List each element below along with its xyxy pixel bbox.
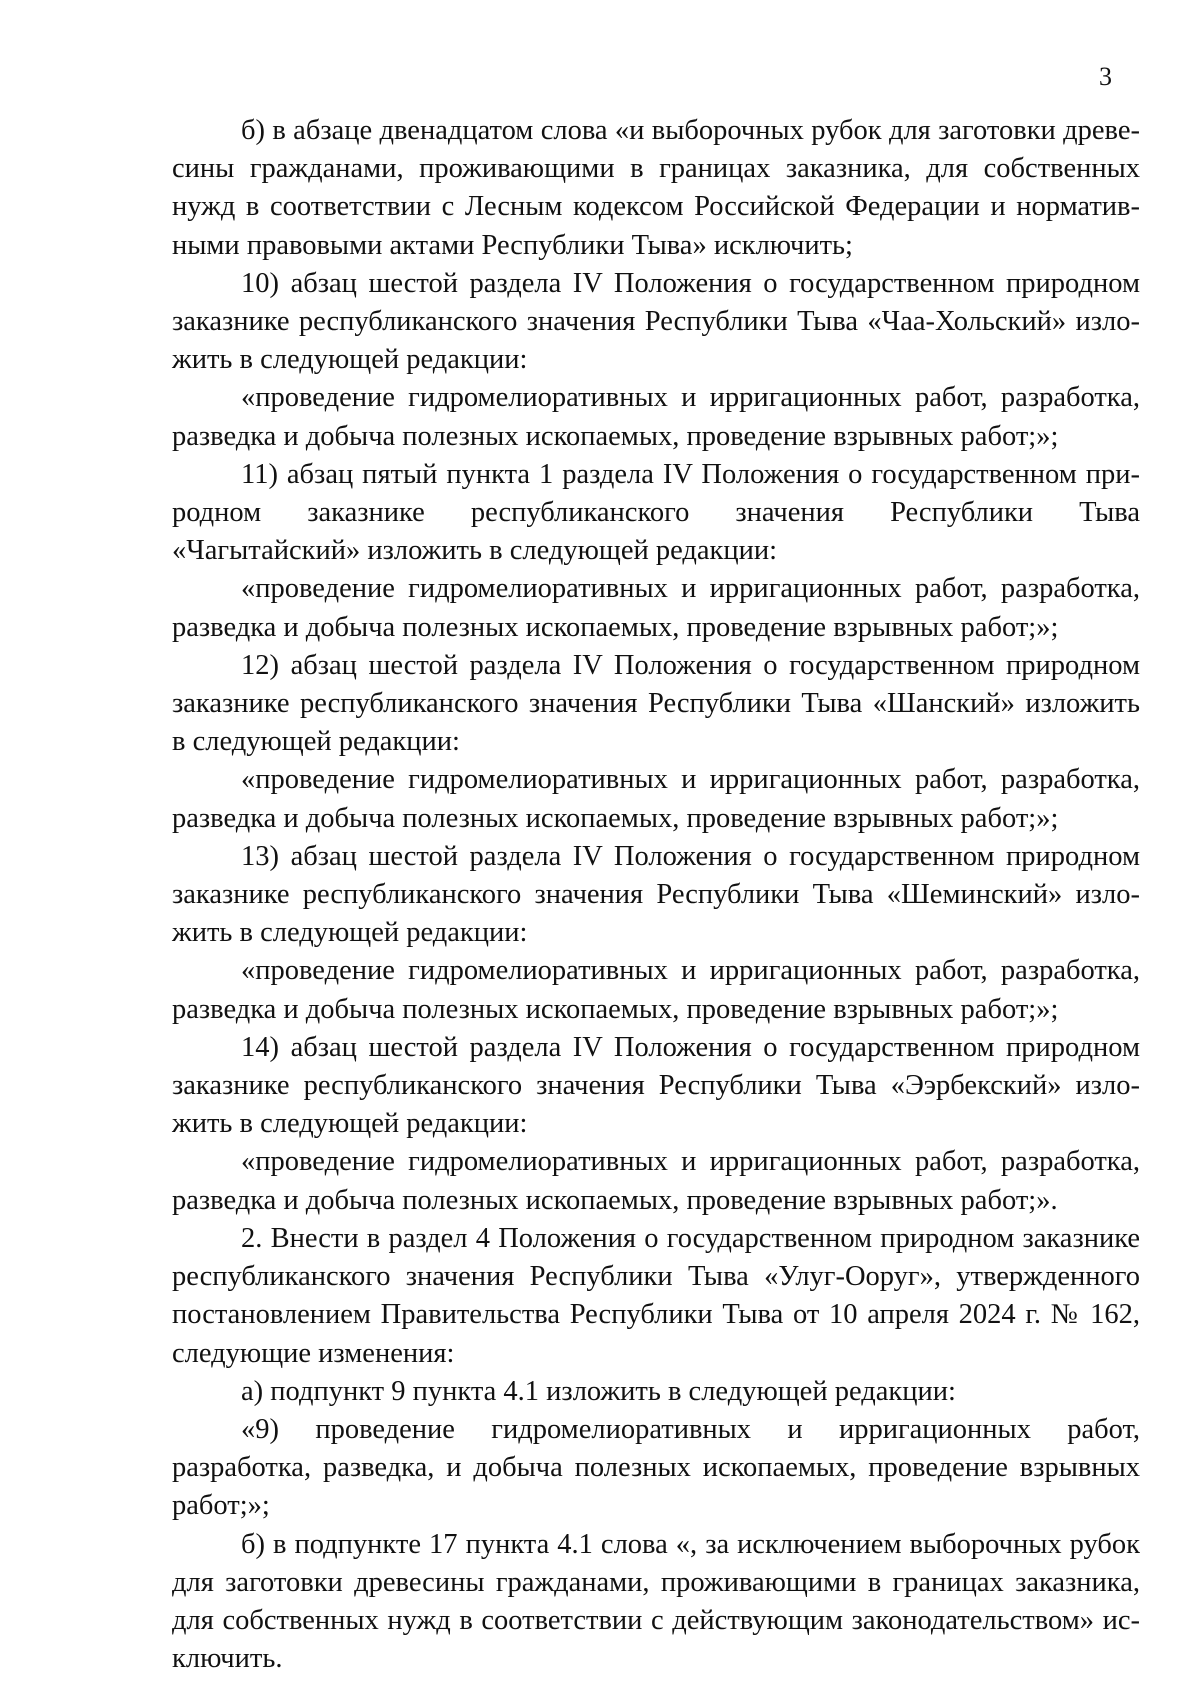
paragraph-item-11: 11) абзац пятый пункта 1 раздела IV Положения о государственном природном заказнике республиканского значения Республики Тыва «Чагытайский» изложить в следующей редакции:	[172, 458, 1140, 567]
document-body	[172, 112, 1140, 1678]
page-number: 3	[1099, 62, 1112, 91]
paragraph-item-12: 12) абзац шестой раздела IV Положения о государственном природном заказнике республиканского значения Республики Тыва «Шанский» изложить в следующей редакции:	[172, 649, 1140, 758]
paragraph-section-2: 2. Внести в раздел 4 Положения о государственном природном заказнике республиканского значения Республики Тыва «Улуг-Ооруг», утвержденного постановлением Правительства Республики Тыва от 10 апреля 2024 г. № 162, следующие изменения:	[172, 1222, 1140, 1369]
paragraph-item-14: 14) абзац шестой раздела IV Положения о государственном природном заказнике республиканского значения Республики Тыва «Ээрбекский» изложить в следующей редакции:	[172, 1031, 1140, 1140]
paragraph-quote-9: «9) проведение гидромелиоративных и ирригационных работ, разработка, разведка, и добыча полезных ископаемых, проведение взрывных работ;»;	[172, 1413, 1140, 1522]
paragraph-subitem-a: а) подпункт 9 пункта 4.1 изложить в следующей редакции:	[241, 1375, 956, 1407]
paragraph-quote-13: «проведение гидромелиоративных и ирригационных работ, разработка, разведка и добыча полезных ископаемых, проведение взрывных работ;»;	[172, 955, 1140, 1025]
paragraph-quote-12: «проведение гидромелиоративных и ирригационных работ, разработка, разведка и добыча полезных ископаемых, проведение взрывных работ;»;	[172, 764, 1140, 834]
paragraph-quote-11: «проведение гидромелиоративных и ирригационных работ, разработка, разведка и добыча полезных ископаемых, проведение взрывных работ;»;	[172, 573, 1140, 643]
paragraph-subitem-b: б) в подпункте 17 пункта 4.1 слова «, за исключением выборочных рубок для заготовки древесины гражданами, проживающими в границах заказника, для собственных нужд в соответствии с действующим законодательством» исключить.	[172, 1528, 1140, 1675]
paragraph-quote-14: «проведение гидромелиоративных и ирригационных работ, разработка, разведка и добыча полезных ископаемых, проведение взрывных работ;».	[172, 1146, 1140, 1216]
paragraph-quote-10: «проведение гидромелиоративных и ирригационных работ, разработка, разведка и добыча полезных ископаемых, проведение взрывных работ;»;	[172, 382, 1140, 452]
paragraph-item-10: 10) абзац шестой раздела IV Положения о государственном природном заказнике республиканского значения Республики Тыва «Чаа-Хольский» изложить в следующей редакции:	[172, 267, 1140, 376]
paragraph-item-13: 13) абзац шестой раздела IV Положения о государственном природном заказнике республиканского значения Республики Тыва «Шеминский» изложить в следующей редакции:	[172, 840, 1140, 949]
paragraph-b-twelfth-abzac: б) в абзаце двенадцатом слова «и выборочных рубок для заготовки древесины гражданами, проживающими в границах заказника, для собственных нужд в соответствии с Лесным кодексом Российской Федерации и нормативными правовыми актами Республики Тыва» исключить;	[172, 115, 1140, 261]
